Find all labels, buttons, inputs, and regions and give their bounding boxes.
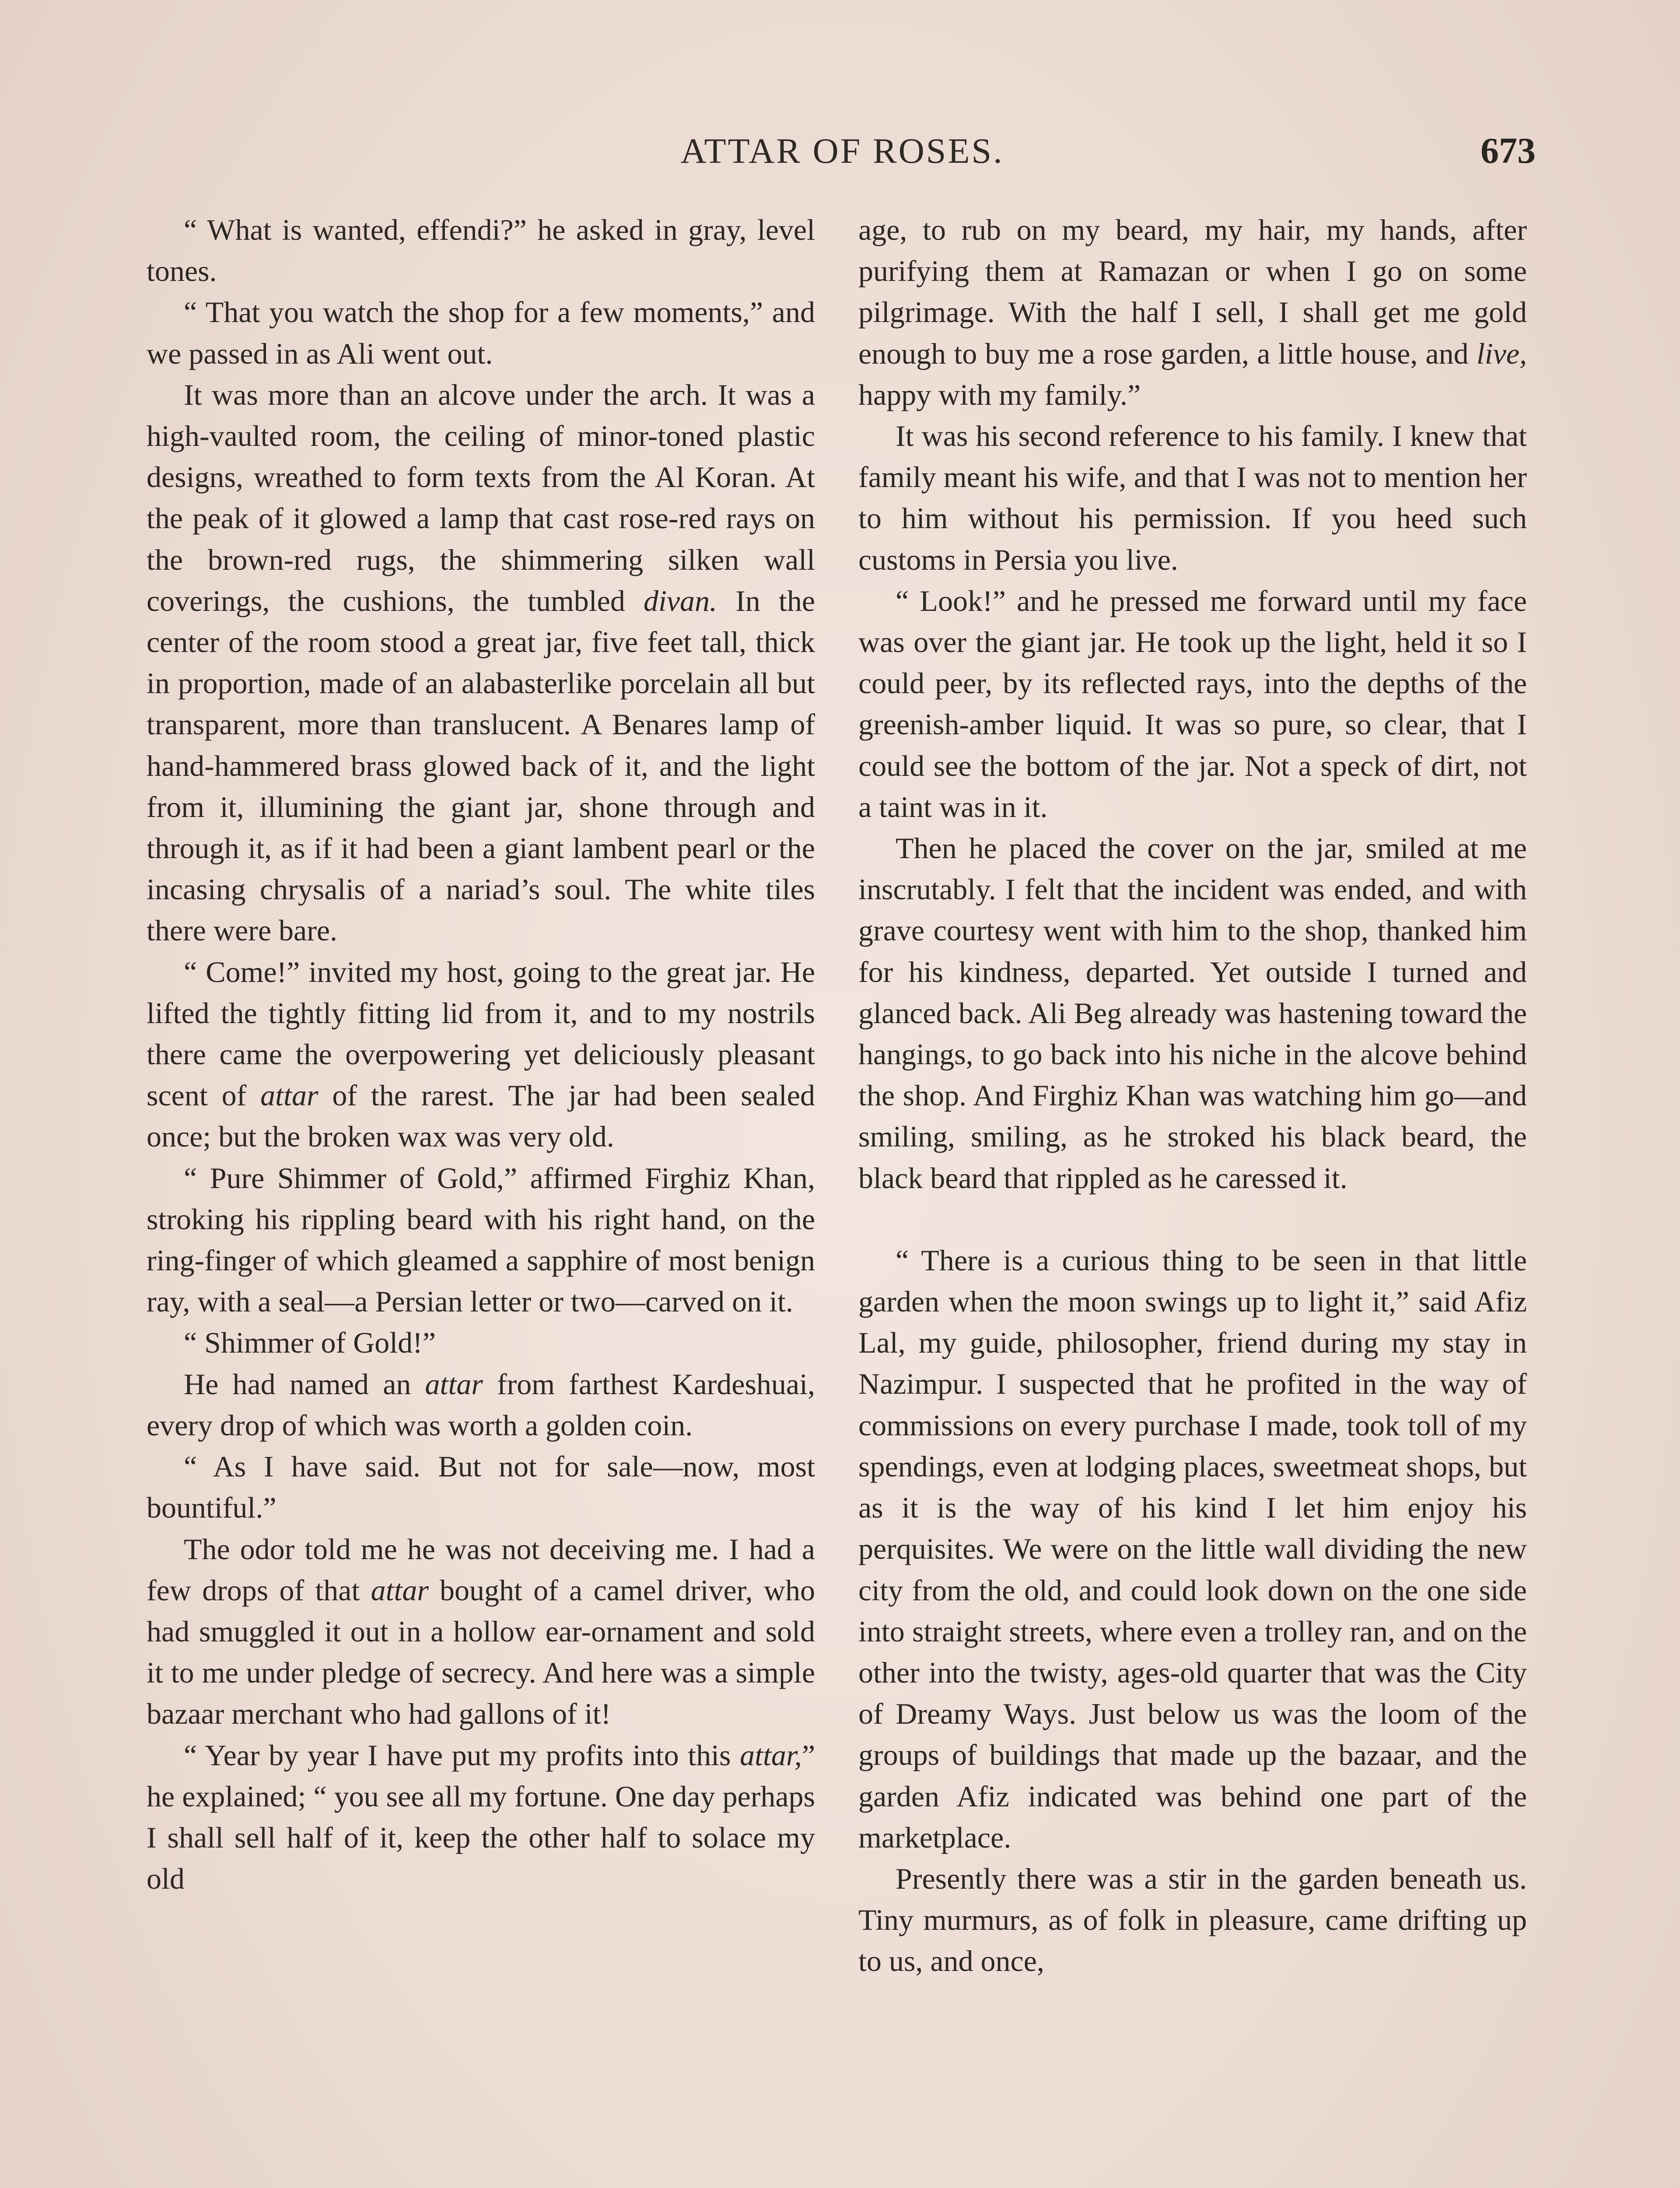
- paragraph: [147, 209, 815, 291]
- text-run: Presently there was a stir in the garden beneath us. Tiny murmurs, as of folk in pleasure, came drifting up to us, and once,: [858, 1862, 1527, 1978]
- text-run: “ Year by year I have put my profits into this: [184, 1738, 740, 1772]
- text-run: “ As I have said. But not for sale—now, most bountiful.”: [147, 1450, 815, 1525]
- paragraph: [147, 1446, 815, 1528]
- paragraph: [147, 291, 815, 374]
- text-run: It was his second reference to his family. I knew that family meant his wife, and that I was not to mention her to him without his permission. If you heed such customs in Persia you live.: [858, 419, 1527, 576]
- paragraph: [147, 951, 815, 1157]
- text-column-right: [858, 209, 1527, 1982]
- text-run: happy with my family.”: [858, 378, 1141, 411]
- text-run: The odor told me he was not deceiving me. I had a few drops of that: [147, 1532, 815, 1607]
- paragraph: [858, 1240, 1527, 1858]
- italic-text: attar: [371, 1573, 429, 1607]
- text-run: In the center of the room stood a great jar, five feet tall, thick in proportion, made of an alabasterlike porcelain all but transparent, more than translucent. A Benares lamp of hand-hammered brass glowed back of it, and the light from it, illumining the giant jar, shone through and through it, as if it had been a giant lambent pearl or the incasing chrysalis of a nariad’s soul. The white tiles there were bare.: [147, 584, 816, 947]
- text-run: age, to rub on my beard, my hair, my hands, after purifying them at Ramazan or when I go on some pilgrimage. With the half I sell, I shall get me gold enough to buy me a rose garden, a little house, and: [858, 213, 1527, 370]
- text-run: of the rarest. The jar had been sealed once; but the broken wax was very old.: [147, 1079, 815, 1154]
- text-run: “ Shimmer of Gold!”: [184, 1326, 436, 1360]
- text-run: “ Pure Shimmer of Gold,” affirmed Firghiz Khan, stroking his rippling beard with his right hand, on the ring-finger of which gleamed a sapphire of most benign ray, with a seal—a Persian letter or two—carved on it.: [147, 1161, 815, 1318]
- text-run: “ Come!” invited my host, going to the great jar. He lifted the tightly fitting lid from it, and to my nostrils there came the overpowering yet deliciously pleasant scent of: [147, 955, 815, 1112]
- running-head: [149, 127, 1536, 175]
- text-run: He had named an: [184, 1367, 425, 1401]
- text-run: bought of a camel driver, who had smuggled it out in a hollow ear-ornament and sold it to me under pledge of secrecy. And here was a simple bazaar merchant who had gallons of it!: [147, 1573, 816, 1731]
- text-run: “ There is a curious thing to be seen in that little garden when the moon swings up to light it,” said Afiz Lal, my guide, philosopher, friend during my stay in Nazimpur. I suspected that he profited in the way of commissions on every purchase I made, took toll of my spendings, even at lodging places, sweetmeat shops, but as it is the way of his kind I let him enjoy his perquisites. We were on the little wall dividing the new city from the old, and could look down on the one side into straight streets, where even a trolley ran, and on the other into the twisty, ages-old quarter that was the City of Dreamy Ways. Just below us was the loom of the groups of buildings that made up the bazaar, and the garden Afiz indicated was behind one part of the marketplace.: [858, 1243, 1527, 1854]
- paragraph: [858, 209, 1527, 415]
- text-run: “ Look!” and he pressed me forward until my face was over the giant jar. He took up the light, held it so I could peer, by its reflected rays, into the depths of the greenish-amber liquid. It was so pure, so clear, that I could see the bottom of the jar. Not a speck of dirt, not a taint was in it.: [858, 584, 1527, 824]
- italic-text: live,: [1476, 337, 1527, 370]
- paragraph: [147, 374, 815, 951]
- text-run: “ That you watch the shop for a few moments,” and we passed in as Ali went out.: [147, 295, 815, 370]
- paragraph: [147, 1529, 815, 1735]
- text-run: It was more than an alcove under the arch. It was a high-vaulted room, the ceiling of minor-toned plastic designs, wreathed to form texts from the Al Koran. At the peak of it glowed a lamp that cast rose-red rays on the brown-red rugs, the shimmering silken wall coverings, the cushions, the tumbled: [147, 378, 815, 617]
- paragraph: [858, 828, 1527, 1199]
- paragraph: [147, 1157, 815, 1322]
- text-run: Then he placed the cover on the jar, smiled at me inscrutably. I felt that the incident was ended, and with grave courtesy went with him to the shop, thanked him for his kindness, departed. Yet outside I turned and glanced back. Ali Beg already was hastening toward the hangings, to go back into his niche in the alcove behind the shop. And Firghiz Khan was watching him go—and smiling, smiling, as he stroked his black beard, the black beard that rippled as he caressed it.: [858, 831, 1527, 1195]
- paragraph: [147, 1322, 815, 1363]
- text-run: from farthest Kardeshuai, every drop of which was worth a golden coin.: [147, 1367, 815, 1442]
- italic-text: divan.: [643, 584, 718, 617]
- italic-text: attar,: [740, 1738, 802, 1772]
- paragraph: [858, 580, 1527, 828]
- paragraph: [147, 1735, 815, 1900]
- italic-text: attar: [260, 1079, 318, 1112]
- text-run: “ What is wanted, effendi?” he asked in gray, level tones.: [147, 213, 815, 288]
- italic-text: attar: [425, 1367, 483, 1401]
- page-number: 673: [1480, 130, 1536, 171]
- text-column-left: [147, 209, 815, 1899]
- paragraph: [858, 415, 1527, 580]
- paragraph: [147, 1364, 815, 1446]
- text-run: ” he explained; “ you see all my fortune. One day perhaps I shall sell half of it, keep the other half to solace my old: [147, 1738, 815, 1896]
- paragraph: [858, 1858, 1527, 1982]
- running-title: ATTAR OF ROSES.: [680, 131, 1004, 171]
